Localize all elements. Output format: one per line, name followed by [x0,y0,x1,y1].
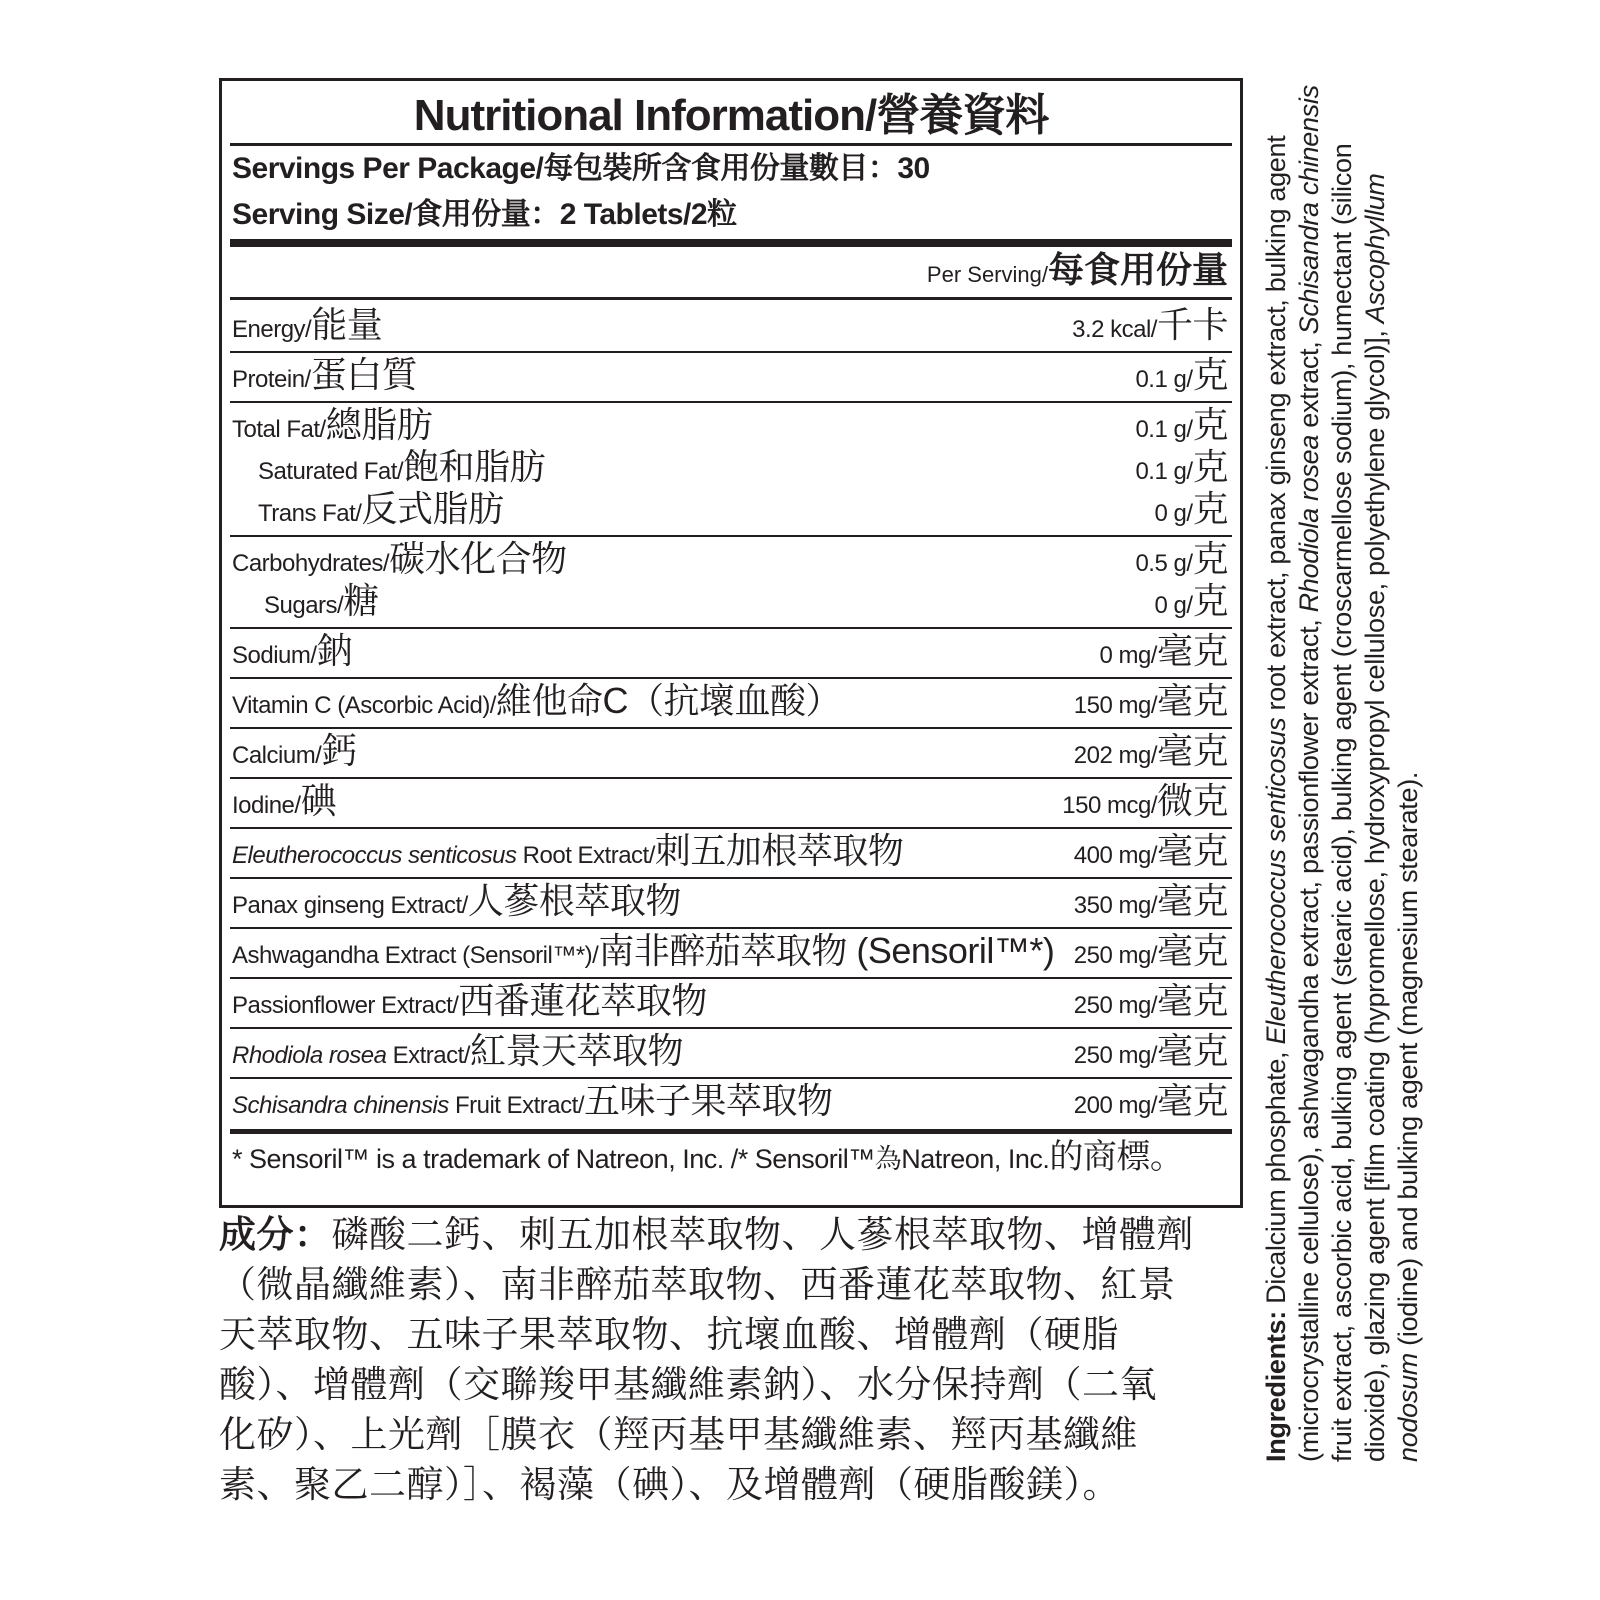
nutrient-amount: 0 mg/毫克 [1099,630,1228,671]
nutrient-name: Rhodiola rosea Extract/紅景天萃取物 [232,1030,683,1071]
nutrient-row-sodium [232,629,1228,673]
ingredients-chinese-text: 磷酸二鈣、刺五加根萃取物、人蔘根萃取物、增體劑（微晶纖維素）、南非醉茄萃取物、西番蓮花萃取物、紅景天萃取物、五味子果萃取物、抗壞血酸、增體劑（硬脂酸）、增體劑（交聯羧甲基纖維素鈉）、水分保持劑（二氧化矽）、上光劑［膜衣（羥丙基甲基纖維素、羥丙基纖維素、聚乙二醇）］、褐藻（碘）、及增體劑（硬脂酸鎂）。 [219,1214,1194,1505]
nutrient-name: Carbohydrates/碳水化合物 [232,538,567,579]
nutrient-row-sugars [232,579,1228,623]
per-serving-en: Per Serving/ [926,262,1048,287]
nutrient-amount: 400 mg/毫克 [1073,830,1228,871]
nutrient-row-total-fat [232,403,1228,447]
ingredients-chinese [219,1210,1194,1510]
nutrient-name: Sugars/糖 [264,580,379,621]
nutrient-amount: 350 mg/毫克 [1073,880,1228,921]
nutrition-label [219,78,1243,1208]
ingredients-english: Ingredients: Dicalcium phosphate, Eleutherococcus senticosus root extract, panax ginseng extract, bulking agent (microcrystalline cellulose), ashwagandha extract, passionflower extract, Rhodiola rosea extract, Schisandra chinensis fruit extract, ascorbic acid, bulking agent (stearic acid), bulking agent (croscarmellose sodium), humectant (silicon dioxide), glazing agent [film coating (hypromellose, hydroxypropyl cellulose, polyethylene glycol)], Ascophyllum nodosum (iodine) and bulking agent (magnesium stearate). [1261,85,1423,1462]
nutrient-row-saturated-fat [232,445,1228,489]
nutrient-name: Schisandra chinensis Fruit Extract/五味子果萃取物 [232,1080,833,1121]
nutrient-name: Trans Fat/反式脂肪 [258,488,504,529]
header-divider [230,297,1232,300]
nutrient-name: Panax ginseng Extract/人蔘根萃取物 [232,880,681,921]
nutrient-name: Protein/蛋白質 [232,354,418,395]
nutrient-name: Total Fat/總脂肪 [232,404,433,445]
footer-divider [230,1129,1232,1134]
nutrient-name: Eleutherococcus senticosus Root Extract/刺五加根萃取物 [232,830,904,871]
servings-per-package: Servings Per Package/每包裝所含食用份量數目：30 [232,152,930,185]
nutrient-row-eleutherococcus [232,829,1228,873]
nutrient-name: Ashwagandha Extract (Sensoril™*)/南非醉茄萃取物 (Sensoril™*) [232,930,1055,971]
nutrient-row-energy [232,303,1228,347]
trademark-footnote: * Sensoril™ is a trademark of Natreon, Inc. /* Sensoril™為Natreon, Inc.的商標。 [232,1138,1184,1176]
nutrient-row-passionflower [232,979,1228,1023]
nutrient-amount: 0.1 g/克 [1135,404,1228,445]
nutrient-row-vitamin-c [232,679,1228,723]
nutrient-amount: 150 mg/毫克 [1073,680,1228,721]
nutrient-amount: 0 g/克 [1154,580,1228,621]
nutrient-row-schisandra [232,1079,1228,1123]
nutrient-name: Energy/能量 [232,304,383,345]
nutrient-amount: 250 mg/毫克 [1073,930,1228,971]
nutrient-amount: 0.5 g/克 [1135,538,1228,579]
ingredients-english-heading: Ingredients: [1261,1311,1291,1462]
nutrient-row-trans-fat [232,487,1228,531]
nutrient-row-rhodiola [232,1029,1228,1073]
nutrient-name: Iodine/碘 [232,780,337,821]
nutrient-amount: 0.1 g/克 [1135,354,1228,395]
title-divider [230,143,1232,146]
per-serving-cn: 每食用份量 [1047,249,1228,290]
nutrient-row-panax-ginseng [232,879,1228,923]
nutrient-row-iodine [232,779,1228,823]
nutrient-name: Passionflower Extract/西番蓮花萃取物 [232,980,707,1021]
nutrient-row-protein [232,353,1228,397]
nutrient-row-ashwagandha [232,929,1228,973]
nutrient-row-carbohydrates [232,537,1228,581]
nutrient-row-calcium [232,729,1228,773]
label-title: Nutritional Information/營養資料 [413,91,1049,140]
ingredients-chinese-heading: 成分： [219,1214,332,1255]
serving-size: Serving Size/食用份量：2 Tablets/2粒 [232,198,737,231]
nutrient-amount: 0.1 g/克 [1135,446,1228,487]
nutrient-name: Sodium/鈉 [232,630,353,671]
nutrient-amount: 250 mg/毫克 [1073,1030,1228,1071]
nutrient-amount: 0 g/克 [1154,488,1228,529]
nutrient-name: Calcium/鈣 [232,730,357,771]
nutrient-amount: 150 mcg/微克 [1062,780,1228,821]
nutrient-amount: 250 mg/毫克 [1073,980,1228,1021]
nutrient-name: Vitamin C (Ascorbic Acid)/維他命C（抗壞血酸） [232,680,841,721]
nutrient-amount: 3.2 kcal/千卡 [1072,304,1228,345]
nutrient-amount: 200 mg/毫克 [1073,1080,1228,1121]
nutrient-name: Saturated Fat/飽和脂肪 [258,446,546,487]
nutrient-amount: 202 mg/毫克 [1073,730,1228,771]
per-serving-header [927,245,1228,295]
